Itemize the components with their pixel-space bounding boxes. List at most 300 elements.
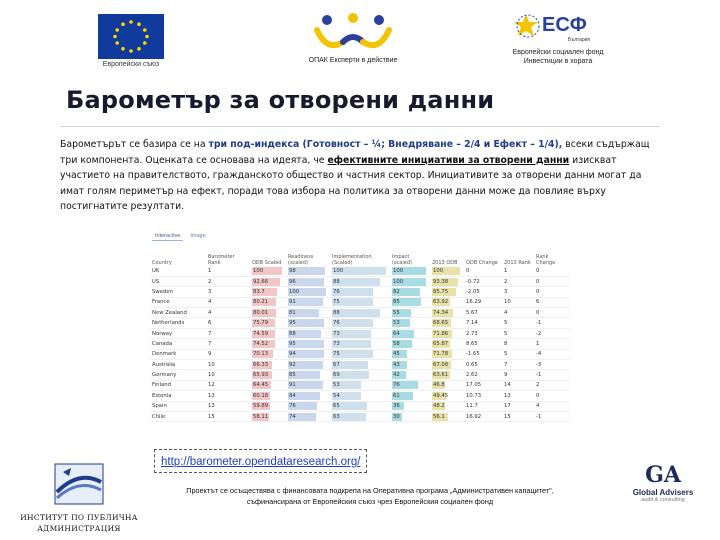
cell-value: Norway	[152, 330, 173, 337]
cell-value: 83.7	[252, 288, 277, 296]
cell-rank-change	[534, 328, 570, 338]
cell-value: 95	[288, 340, 324, 348]
cell-rank13	[502, 297, 534, 307]
cell-value: 98	[288, 267, 325, 275]
cell-impl	[330, 308, 390, 318]
cell-value: 80.21	[252, 298, 276, 306]
cell-odb	[250, 349, 286, 359]
table-row	[150, 349, 570, 359]
cell-country	[150, 287, 206, 297]
cell-value: 2	[208, 278, 212, 285]
cell-value: 7	[208, 330, 212, 337]
cell-rank-change	[534, 391, 570, 401]
cell-odb	[250, 391, 286, 401]
cell-value: 85	[288, 371, 320, 379]
cell-change	[464, 276, 502, 286]
title-divider	[60, 126, 660, 127]
cell-value: -2	[536, 330, 542, 337]
cell-value: 54	[332, 392, 361, 400]
cell-value: 0	[536, 267, 540, 274]
table-row	[150, 328, 570, 338]
cell-value: 74.59	[252, 330, 275, 338]
cell-odb13	[430, 328, 464, 338]
cell-impact	[390, 297, 430, 307]
cell-value: 88	[288, 330, 321, 338]
cell-impl	[330, 318, 390, 328]
cell-odb13	[430, 287, 464, 297]
table-row	[150, 391, 570, 401]
table-row	[150, 266, 570, 276]
cell-value: 0	[466, 267, 470, 274]
cell-rank	[206, 266, 250, 276]
cell-value: 10	[208, 372, 215, 379]
cell-rank-change	[534, 266, 570, 276]
cell-ready	[286, 349, 330, 359]
cell-ready	[286, 297, 330, 307]
cell-ready	[286, 318, 330, 328]
cell-change	[464, 349, 502, 359]
table-row	[150, 287, 570, 297]
cell-value: 53	[392, 319, 410, 327]
cell-rank-change	[534, 276, 570, 286]
cell-value: 17	[504, 403, 511, 410]
cell-value: 10	[504, 299, 511, 306]
cell-value: 85.75	[432, 288, 456, 296]
table-row	[150, 370, 570, 380]
cell-country	[150, 391, 206, 401]
para-part-1: Барометърът се базира се на	[60, 139, 209, 150]
cell-ready	[286, 276, 330, 286]
cell-value: 4	[504, 309, 508, 316]
cell-rank	[206, 349, 250, 359]
cell-country	[150, 380, 206, 390]
cell-value: US	[152, 278, 160, 285]
cell-value: 63.92	[433, 299, 449, 306]
cell-odb	[250, 401, 286, 411]
cell-value: 56.1	[432, 413, 448, 421]
cell-value: -2.05	[466, 288, 480, 295]
page-title: Барометър за отворени данни	[66, 86, 495, 114]
cell-odb	[250, 380, 286, 390]
cell-value: 76	[332, 288, 373, 296]
table-row	[150, 380, 570, 390]
table-row	[150, 318, 570, 328]
cell-rank-change	[534, 370, 570, 380]
cell-value: UK	[152, 267, 160, 274]
eu-logo	[92, 14, 172, 68]
cell-value: 15	[504, 413, 511, 420]
cell-impl	[330, 328, 390, 338]
cell-value: 100	[432, 267, 460, 275]
opak-figures-icon	[313, 12, 393, 56]
cell-odb	[250, 308, 286, 318]
cell-value: 7	[504, 361, 508, 368]
cell-rank	[206, 339, 250, 349]
cell-change	[464, 380, 502, 390]
cell-rank-change	[534, 297, 570, 307]
cell-value: 1	[504, 267, 508, 274]
cell-value: 49.45	[433, 392, 449, 399]
tab-image[interactable]: Image	[190, 233, 206, 239]
cell-rank13	[502, 401, 534, 411]
cell-odb13	[430, 349, 464, 359]
cell-value: 8.65	[466, 340, 478, 347]
cell-value: 71.86	[432, 330, 452, 338]
table-row	[150, 276, 570, 286]
cell-value: 63.61	[433, 372, 449, 379]
cell-value: 65.87	[432, 340, 450, 348]
cell-value: 9	[504, 372, 508, 379]
cell-change	[464, 339, 502, 349]
cell-value: 75	[332, 298, 373, 306]
institute-emblem-icon	[49, 462, 109, 506]
cell-rank13	[502, 411, 534, 421]
cell-rank-change	[534, 411, 570, 421]
cell-odb	[250, 411, 286, 421]
cell-odb	[250, 339, 286, 349]
cell-value: 95	[288, 319, 324, 327]
cell-rank-change	[534, 339, 570, 349]
cell-rank-change	[534, 360, 570, 370]
cell-rank	[206, 308, 250, 318]
cell-country	[150, 349, 206, 359]
cell-value: 6	[208, 320, 212, 327]
cell-value: 5	[504, 320, 508, 327]
cell-ready	[286, 287, 330, 297]
cell-value: 68.65	[432, 319, 451, 327]
cell-value: 67	[332, 361, 368, 369]
col-odb-2013: 2013 ODB	[432, 260, 458, 266]
cell-impact	[390, 318, 430, 328]
cell-ready	[286, 328, 330, 338]
table-row	[150, 339, 570, 349]
cell-odb13	[430, 401, 464, 411]
cell-value: -1	[536, 413, 542, 420]
cell-ready	[286, 370, 330, 380]
cell-value: 2.73	[466, 330, 478, 337]
cell-value: 100	[288, 288, 326, 296]
cell-impact	[390, 360, 430, 370]
cell-rank	[206, 318, 250, 328]
cell-value: 46.8	[433, 382, 445, 389]
cell-impl	[330, 360, 390, 370]
cell-rank	[206, 411, 250, 421]
cell-ready	[286, 266, 330, 276]
cell-rank-change	[534, 308, 570, 318]
cell-odb	[250, 370, 286, 380]
cell-value: 12	[208, 382, 215, 389]
cell-ready	[286, 339, 330, 349]
cell-value: 67.08	[432, 361, 451, 369]
cell-ready	[286, 411, 330, 421]
cell-ready	[286, 401, 330, 411]
cell-value: 6	[536, 299, 540, 306]
ga-name: Global Advisers	[632, 488, 694, 497]
url-box	[154, 449, 367, 473]
cell-rank13	[502, 349, 534, 359]
cell-value: 80.01	[252, 309, 276, 317]
cell-rank13	[502, 318, 534, 328]
cell-odb13	[430, 297, 464, 307]
cell-value: 2.62	[466, 372, 478, 379]
institute-logo	[20, 462, 138, 533]
cell-value: 85	[392, 298, 421, 306]
table-tabs	[152, 232, 209, 241]
cell-value: 92	[288, 361, 323, 369]
cell-value: 15	[208, 413, 215, 420]
barometer-link[interactable]: http://barometer.opendataresearch.org/	[161, 456, 361, 468]
cell-value: 96	[288, 278, 324, 286]
cell-odb13	[430, 360, 464, 370]
cell-value: 48.2	[433, 403, 445, 410]
tab-interactive[interactable]: Interactive	[152, 232, 183, 241]
cell-rank13	[502, 339, 534, 349]
cell-value: 13	[504, 392, 511, 399]
col-rank: Barometer Rank	[208, 254, 235, 266]
cell-value: 0	[536, 288, 540, 295]
col-readiness: Readiness (scaled)	[288, 254, 314, 266]
cell-value: 75	[332, 350, 373, 358]
cell-impl	[330, 349, 390, 359]
cell-impact	[390, 276, 430, 286]
cell-value: 13	[208, 403, 215, 410]
cell-value: 0	[536, 392, 540, 399]
cell-impact	[390, 370, 430, 380]
cell-odb13	[430, 339, 464, 349]
cell-impl	[330, 401, 390, 411]
cell-value: -3	[536, 361, 542, 368]
table-row	[150, 411, 570, 421]
cell-value: 73	[332, 340, 371, 348]
esf-mark-text: ЕСФ	[542, 14, 587, 36]
cell-impact	[390, 308, 430, 318]
table-row	[150, 308, 570, 318]
cell-value: 76	[332, 319, 373, 327]
cell-country	[150, 276, 206, 286]
cell-country	[150, 360, 206, 370]
cell-change	[464, 370, 502, 380]
cell-value: 76	[392, 381, 418, 389]
table-row	[150, 401, 570, 411]
col-country: Country	[152, 260, 172, 266]
cell-impact	[390, 380, 430, 390]
cell-impl	[330, 339, 390, 349]
table-row	[150, 297, 570, 307]
cell-value: 55	[392, 309, 411, 317]
cell-value: 17.05	[466, 382, 482, 389]
cell-value: 43	[392, 361, 407, 369]
cell-value: 91	[288, 298, 323, 306]
cell-change	[464, 318, 502, 328]
cell-value: 10.73	[466, 392, 482, 399]
cell-odb	[250, 318, 286, 328]
cell-impl	[330, 287, 390, 297]
cell-value: 92.66	[252, 278, 280, 286]
cell-impact	[390, 411, 430, 421]
cell-rank13	[502, 287, 534, 297]
cell-ready	[286, 380, 330, 390]
cell-ready	[286, 360, 330, 370]
cell-impl	[330, 266, 390, 276]
cell-country	[150, 266, 206, 276]
col-rank-change: Rank Change	[536, 254, 556, 266]
cell-value: 74	[288, 413, 316, 421]
cell-value: 36	[392, 402, 404, 410]
cell-country	[150, 401, 206, 411]
col-odb-change: ODB Change	[466, 260, 498, 266]
barometer-table-image	[150, 232, 570, 444]
cell-value: France	[152, 299, 170, 306]
cell-rank	[206, 287, 250, 297]
cell-change	[464, 297, 502, 307]
cell-impl	[330, 370, 390, 380]
cell-value: 100	[392, 278, 426, 286]
cell-rank	[206, 401, 250, 411]
cell-value: 100	[392, 267, 426, 275]
cell-impl	[330, 391, 390, 401]
cell-value: 73	[332, 330, 371, 338]
cell-value: 59.89	[253, 403, 269, 410]
cell-rank-change	[534, 401, 570, 411]
table-row	[150, 360, 570, 370]
cell-value: 4	[208, 299, 212, 306]
cell-change	[464, 266, 502, 276]
cell-change	[464, 287, 502, 297]
cell-value: 100	[252, 267, 282, 275]
cell-value: 88	[332, 278, 380, 286]
cell-value: 13	[208, 392, 215, 399]
cell-value: 16.29	[466, 299, 482, 306]
cell-rank	[206, 391, 250, 401]
cell-rank-change	[534, 318, 570, 328]
cell-value: 53	[332, 381, 361, 389]
cell-value: 84	[288, 392, 320, 400]
cell-value: Finland	[152, 382, 171, 389]
cell-country	[150, 318, 206, 328]
col-impact: Impact (scaled)	[392, 254, 412, 266]
cell-rank	[206, 370, 250, 380]
cell-odb13	[430, 370, 464, 380]
cell-ready	[286, 308, 330, 318]
opak-caption: ОПАК Експерти в действие	[308, 57, 398, 64]
cell-rank13	[502, 360, 534, 370]
cell-value: 0.65	[466, 361, 478, 368]
cell-value: Canada	[152, 340, 173, 347]
cell-value: 81	[288, 309, 319, 317]
cell-value: 64	[392, 330, 414, 338]
footer-funding-text: Проектът се осъществява с финансовата подкрепа на Оперативна програма „Административен капацитет", съфинансирана от Европейския съюз чрез Европейския социален фонд	[186, 486, 554, 506]
cell-value: 7.14	[466, 320, 478, 327]
cell-rank13	[502, 308, 534, 318]
cell-odb	[250, 276, 286, 286]
cell-value: 65.93	[252, 371, 272, 379]
cell-rank13	[502, 391, 534, 401]
cell-value: 16.92	[466, 413, 482, 420]
cell-value: 8	[504, 340, 508, 347]
eu-flag-icon	[98, 14, 164, 59]
cell-impl	[330, 411, 390, 421]
para-underline: ефективните инициативи за отворени данни	[327, 154, 570, 166]
cell-rank13	[502, 370, 534, 380]
cell-value: 100	[332, 267, 386, 275]
cell-odb	[250, 287, 286, 297]
cell-change	[464, 308, 502, 318]
barometer-table	[150, 244, 570, 422]
cell-country	[150, 339, 206, 349]
cell-odb13	[430, 318, 464, 328]
cell-odb	[250, 360, 286, 370]
cell-value: -0.72	[466, 278, 480, 285]
cell-value: 61	[392, 392, 413, 400]
cell-value: Sweden	[152, 288, 173, 295]
cell-value: 0	[536, 309, 540, 316]
cell-value: Denmark	[152, 351, 177, 358]
cell-value: 60.18	[253, 392, 269, 399]
cell-impact	[390, 349, 430, 359]
cell-value: -4	[536, 351, 542, 358]
cell-rank13	[502, 328, 534, 338]
cell-rank-change	[534, 287, 570, 297]
cell-value: 70.13	[252, 350, 273, 358]
cell-value: 4	[536, 403, 540, 410]
cell-value: 88	[332, 309, 380, 317]
cell-odb13	[430, 411, 464, 421]
cell-value: 0	[536, 278, 540, 285]
cell-odb	[250, 328, 286, 338]
cell-value: 11.7	[466, 403, 478, 410]
cell-rank	[206, 328, 250, 338]
cell-value: 76	[288, 402, 317, 410]
para-part-3: изискват участието на правителството, гражданското общество и частния сектор. Инициативите за отворени данни могат да имат голям периметър на ефект, поради това избора на политика за отворени данни може да повлияе върху постигнатите резултати.	[60, 154, 642, 213]
cell-value: 1	[208, 267, 212, 274]
cell-value: 64.45	[252, 381, 271, 389]
cell-change	[464, 411, 502, 421]
cell-value: New Zealand	[152, 309, 187, 316]
cell-value: 42	[392, 371, 406, 379]
cell-value: 58.11	[253, 413, 269, 420]
col-rank-2013: 2013 Rank	[504, 260, 531, 266]
col-implementation: Implementation (Scaled)	[332, 254, 372, 266]
cell-value: Estonia	[152, 392, 172, 399]
table-header-row	[150, 244, 570, 266]
description-paragraph	[60, 137, 666, 215]
cell-value: Spain	[152, 403, 167, 410]
cell-country	[150, 411, 206, 421]
cell-rank13	[502, 380, 534, 390]
cell-value: 7	[208, 340, 212, 347]
cell-rank	[206, 360, 250, 370]
cell-value: -1	[536, 320, 542, 327]
esf-caption-2: Инвестиции в хората	[523, 58, 593, 65]
para-part-2: всеки съдържащ три компонента. Оценката се основава на идеята, че	[60, 139, 650, 166]
cell-value: 3	[208, 288, 212, 295]
cell-rank-change	[534, 380, 570, 390]
cell-value: 2	[536, 382, 540, 389]
cell-value: 65	[332, 402, 367, 410]
para-highlight: три под-индекса (Готовност – ¼; Внедряване – 2/4 и Ефект – 1/4),	[208, 139, 563, 150]
cell-value: 94	[288, 350, 324, 358]
cell-value: 3	[504, 288, 508, 295]
cell-value: 63	[332, 413, 366, 421]
global-advisers-logo	[618, 462, 708, 503]
cell-value: -1	[536, 372, 542, 379]
cell-odb13	[430, 380, 464, 390]
cell-value: 58	[392, 340, 412, 348]
ga-subtitle: audit & consulting	[641, 497, 685, 503]
cell-rank	[206, 380, 250, 390]
cell-value: 5	[504, 330, 508, 337]
col-odb: ODB Scaled	[252, 260, 282, 266]
